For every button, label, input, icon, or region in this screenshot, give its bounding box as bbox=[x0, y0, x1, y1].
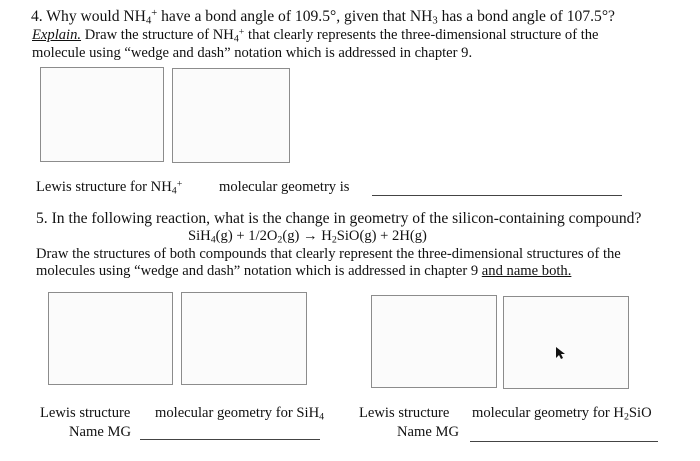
equation-part: SiO(g) + 2H(g) bbox=[336, 228, 427, 244]
mouse-cursor-icon bbox=[554, 346, 566, 360]
q4-text: has a bond angle of 107.5°? bbox=[437, 8, 615, 25]
q4-text: have a bond angle of 109.5°, given that NH bbox=[157, 8, 433, 25]
q5-drawing-box-2[interactable] bbox=[181, 292, 307, 385]
subscript: 3 bbox=[432, 15, 438, 27]
instruction-text: molecules using “wedge and dash” notation which is addressed in chapter 9 bbox=[36, 263, 482, 279]
superscript: + bbox=[238, 26, 245, 38]
equation-part: (g) → H bbox=[282, 228, 332, 244]
explain-label: Explain. bbox=[32, 27, 82, 43]
subscript: 2 bbox=[331, 234, 337, 246]
q4-geometry-label: molecular geometry is bbox=[219, 179, 350, 195]
subscript: 4 bbox=[319, 411, 325, 423]
superscript: + bbox=[176, 178, 183, 190]
subscript: 2 bbox=[277, 234, 283, 246]
q4-line-3: molecule using “wedge and dash” notation which is addressed in chapter 9. bbox=[32, 45, 473, 61]
subscript: 4 bbox=[171, 185, 177, 197]
name-mg-label-1: Name MG bbox=[69, 424, 132, 440]
mg-text: molecular geometry for SiH bbox=[155, 405, 320, 421]
subscript: 4 bbox=[145, 15, 152, 27]
q5-instruction-1: Draw the structures of both compounds that clearly represent the three-dimensional structures of the bbox=[36, 246, 621, 262]
q5-question: 5. In the following reaction, what is the change in geometry of the silicon-containing compound? bbox=[36, 210, 642, 227]
lewis-structure-label-1: Lewis structure bbox=[40, 405, 131, 421]
reaction-equation bbox=[188, 228, 427, 244]
q4-lewis-line bbox=[36, 179, 182, 195]
mg-text: molecular geometry for H bbox=[472, 405, 624, 421]
name-mg-label-2: Name MG bbox=[397, 424, 460, 440]
q4-text: Draw the structure of NH bbox=[81, 27, 234, 43]
mg-text: SiO bbox=[628, 405, 652, 421]
name-mg-answer-line-1[interactable] bbox=[140, 439, 320, 440]
equation-part: SiH bbox=[188, 228, 211, 244]
lewis-structure-label-2: Lewis structure bbox=[359, 405, 450, 421]
q4-drawing-box-1[interactable] bbox=[40, 67, 164, 162]
q5-instruction-2 bbox=[36, 263, 571, 279]
q5-drawing-box-1[interactable] bbox=[48, 292, 173, 385]
q4-line-1 bbox=[31, 9, 615, 25]
q4-text: 4. Why would NH bbox=[31, 8, 146, 25]
q4-line-2 bbox=[32, 27, 599, 43]
q4-text: that clearly represents the three-dimensional structure of the bbox=[244, 27, 599, 43]
q4-drawing-box-2[interactable] bbox=[172, 68, 290, 163]
q5-drawing-box-4[interactable] bbox=[503, 296, 629, 389]
q5-drawing-box-3[interactable] bbox=[371, 295, 497, 388]
equation-part: (g) + 1/2O bbox=[215, 228, 278, 244]
superscript: + bbox=[151, 8, 158, 20]
subscript: 4 bbox=[210, 234, 216, 246]
q4-geometry-answer-line[interactable] bbox=[372, 195, 622, 196]
subscript: 2 bbox=[623, 411, 629, 423]
mg-label-sih4 bbox=[155, 405, 324, 421]
subscript: 4 bbox=[233, 33, 239, 45]
mg-label-h2sio bbox=[472, 405, 652, 421]
name-both-text: and name both. bbox=[481, 263, 572, 279]
lewis-label: Lewis structure for NH bbox=[36, 179, 172, 195]
name-mg-answer-line-2[interactable] bbox=[470, 441, 658, 442]
